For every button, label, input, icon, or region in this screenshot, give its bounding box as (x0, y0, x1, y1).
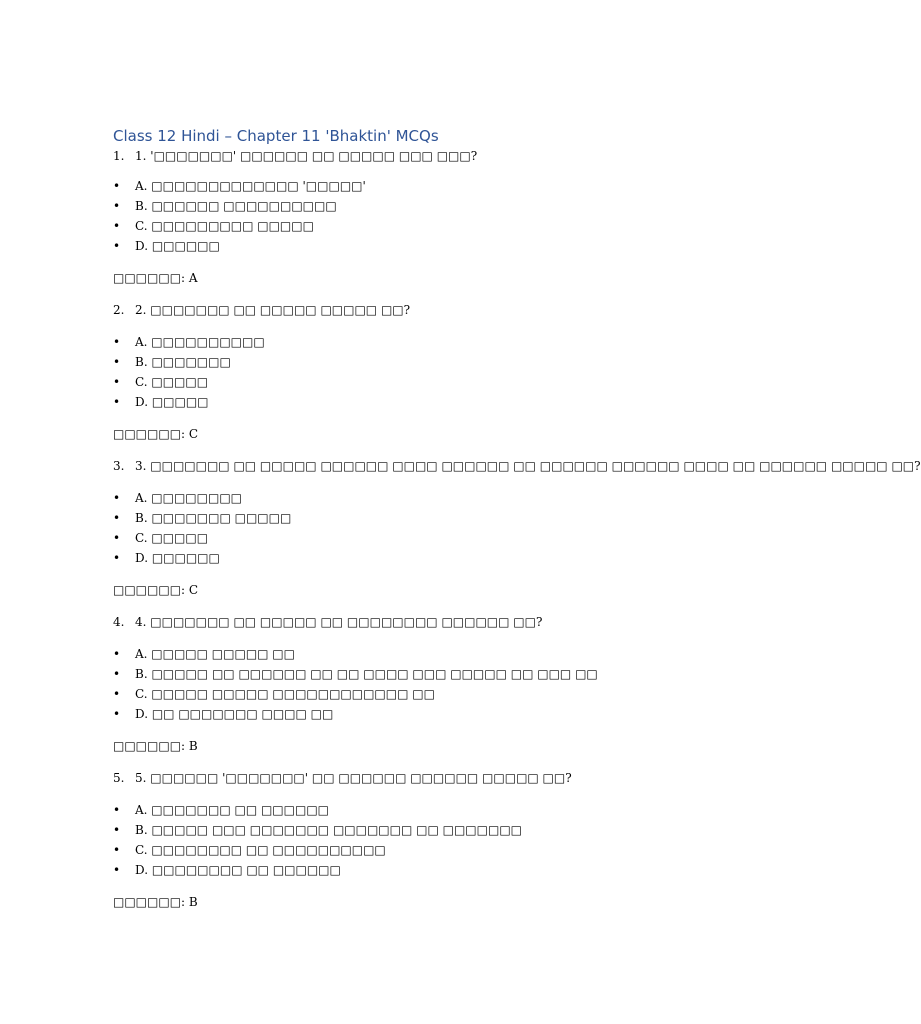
question-text: 3. □□□□□□□ □□ □□□□□ □□□□□□ □□□□ □□□□□□ □□ □□□□□□ □□□□□□ □□□□ □□ □□□□□□ □□□□□ □□? (135, 459, 921, 473)
bullet-icon: • (113, 395, 121, 409)
option-item: • C. □□□□□ (113, 528, 713, 548)
option-item: • C. □□□□□□□□ □□ □□□□□□□□□□ (113, 840, 713, 860)
option-item: • A. □□□□□□□□ (113, 488, 713, 508)
option-item: • A. □□□□□□□□□□□□□ '□□□□□' (113, 176, 713, 196)
option-item: • A. □□□□□□□□□□ (113, 332, 713, 352)
bullet-icon: • (113, 647, 121, 661)
option-item: • B. □□□□□□□ (113, 352, 713, 372)
answer-line: □□□□□□: A (113, 271, 198, 285)
bullet-icon: • (113, 491, 121, 505)
answer-line: □□□□□□: B (113, 739, 198, 753)
bullet-icon: • (113, 531, 121, 545)
question-text: 2. □□□□□□□ □□ □□□□□ □□□□□ □□? (135, 303, 411, 317)
question-number: 3. (113, 459, 125, 473)
option-item: • A. □□□□□□□ □□ □□□□□□ (113, 800, 713, 820)
bullet-icon: • (113, 843, 121, 857)
question-number: 1. (113, 149, 125, 163)
question-text: 4. □□□□□□□ □□ □□□□□ □□ □□□□□□□□ □□□□□□ □□? (135, 615, 543, 629)
option-item: • D. □□□□□□ (113, 236, 713, 256)
question-text: 1. '□□□□□□□' □□□□□□ □□ □□□□□ □□□ □□□? (135, 149, 478, 163)
bullet-icon: • (113, 179, 121, 193)
question-5 (113, 768, 713, 788)
option-item: • D. □□□□□ (113, 392, 713, 412)
bullet-icon: • (113, 335, 121, 349)
option-list (113, 644, 713, 724)
bullet-icon: • (113, 199, 121, 213)
bullet-icon: • (113, 667, 121, 681)
option-item: • D. □□□□□□ (113, 548, 713, 568)
question-2 (113, 300, 713, 320)
bullet-icon: • (113, 863, 121, 877)
option-item: • C. □□□□□ (113, 372, 713, 392)
document-title: Class 12 Hindi – Chapter 11 'Bhaktin' MCQs (113, 127, 439, 145)
option-item: • D. □□ □□□□□□□ □□□□ □□ (113, 704, 713, 724)
bullet-icon: • (113, 355, 121, 369)
answer-line: □□□□□□: C (113, 583, 199, 597)
option-item: • C. □□□□□□□□□ □□□□□ (113, 216, 713, 236)
answer-line: □□□□□□: B (113, 895, 198, 909)
bullet-icon: • (113, 219, 121, 233)
option-item: • D. □□□□□□□□ □□ □□□□□□ (113, 860, 713, 880)
bullet-icon: • (113, 551, 121, 565)
option-item: • B. □□□□□□□ □□□□□ (113, 508, 713, 528)
document-page (113, 126, 921, 912)
bullet-icon: • (113, 707, 121, 721)
question-4 (113, 612, 713, 632)
question-1 (113, 146, 713, 166)
option-list (113, 800, 713, 880)
bullet-icon: • (113, 803, 121, 817)
question-block (113, 146, 713, 300)
option-list (113, 332, 713, 412)
question-block (113, 300, 713, 456)
question-number: 5. (113, 771, 125, 785)
bullet-icon: • (113, 239, 121, 253)
option-list (113, 176, 713, 256)
bullet-icon: • (113, 823, 121, 837)
bullet-icon: • (113, 687, 121, 701)
option-item: • B. □□□□□ □□ □□□□□□ □□ □□ □□□□ □□□ □□□□□ □□ □□□ □□ (113, 664, 713, 684)
question-block (113, 612, 713, 768)
bullet-icon: • (113, 511, 121, 525)
bullet-icon: • (113, 375, 121, 389)
question-number: 4. (113, 615, 125, 629)
option-item: • C. □□□□□ □□□□□ □□□□□□□□□□□□ □□ (113, 684, 713, 704)
question-block (113, 456, 921, 612)
option-item: • A. □□□□□ □□□□□ □□ (113, 644, 713, 664)
option-list (113, 488, 713, 568)
option-item: • B. □□□□□□ □□□□□□□□□□ (113, 196, 713, 216)
question-number: 2. (113, 303, 125, 317)
answer-line: □□□□□□: C (113, 427, 199, 441)
question-text: 5. □□□□□□ '□□□□□□□' □□ □□□□□□ □□□□□□ □□□□□ □□? (135, 771, 572, 785)
question-3 (113, 456, 921, 476)
question-block (113, 768, 713, 912)
option-item: • B. □□□□□ □□□ □□□□□□□ □□□□□□□ □□ □□□□□□□ (113, 820, 713, 840)
